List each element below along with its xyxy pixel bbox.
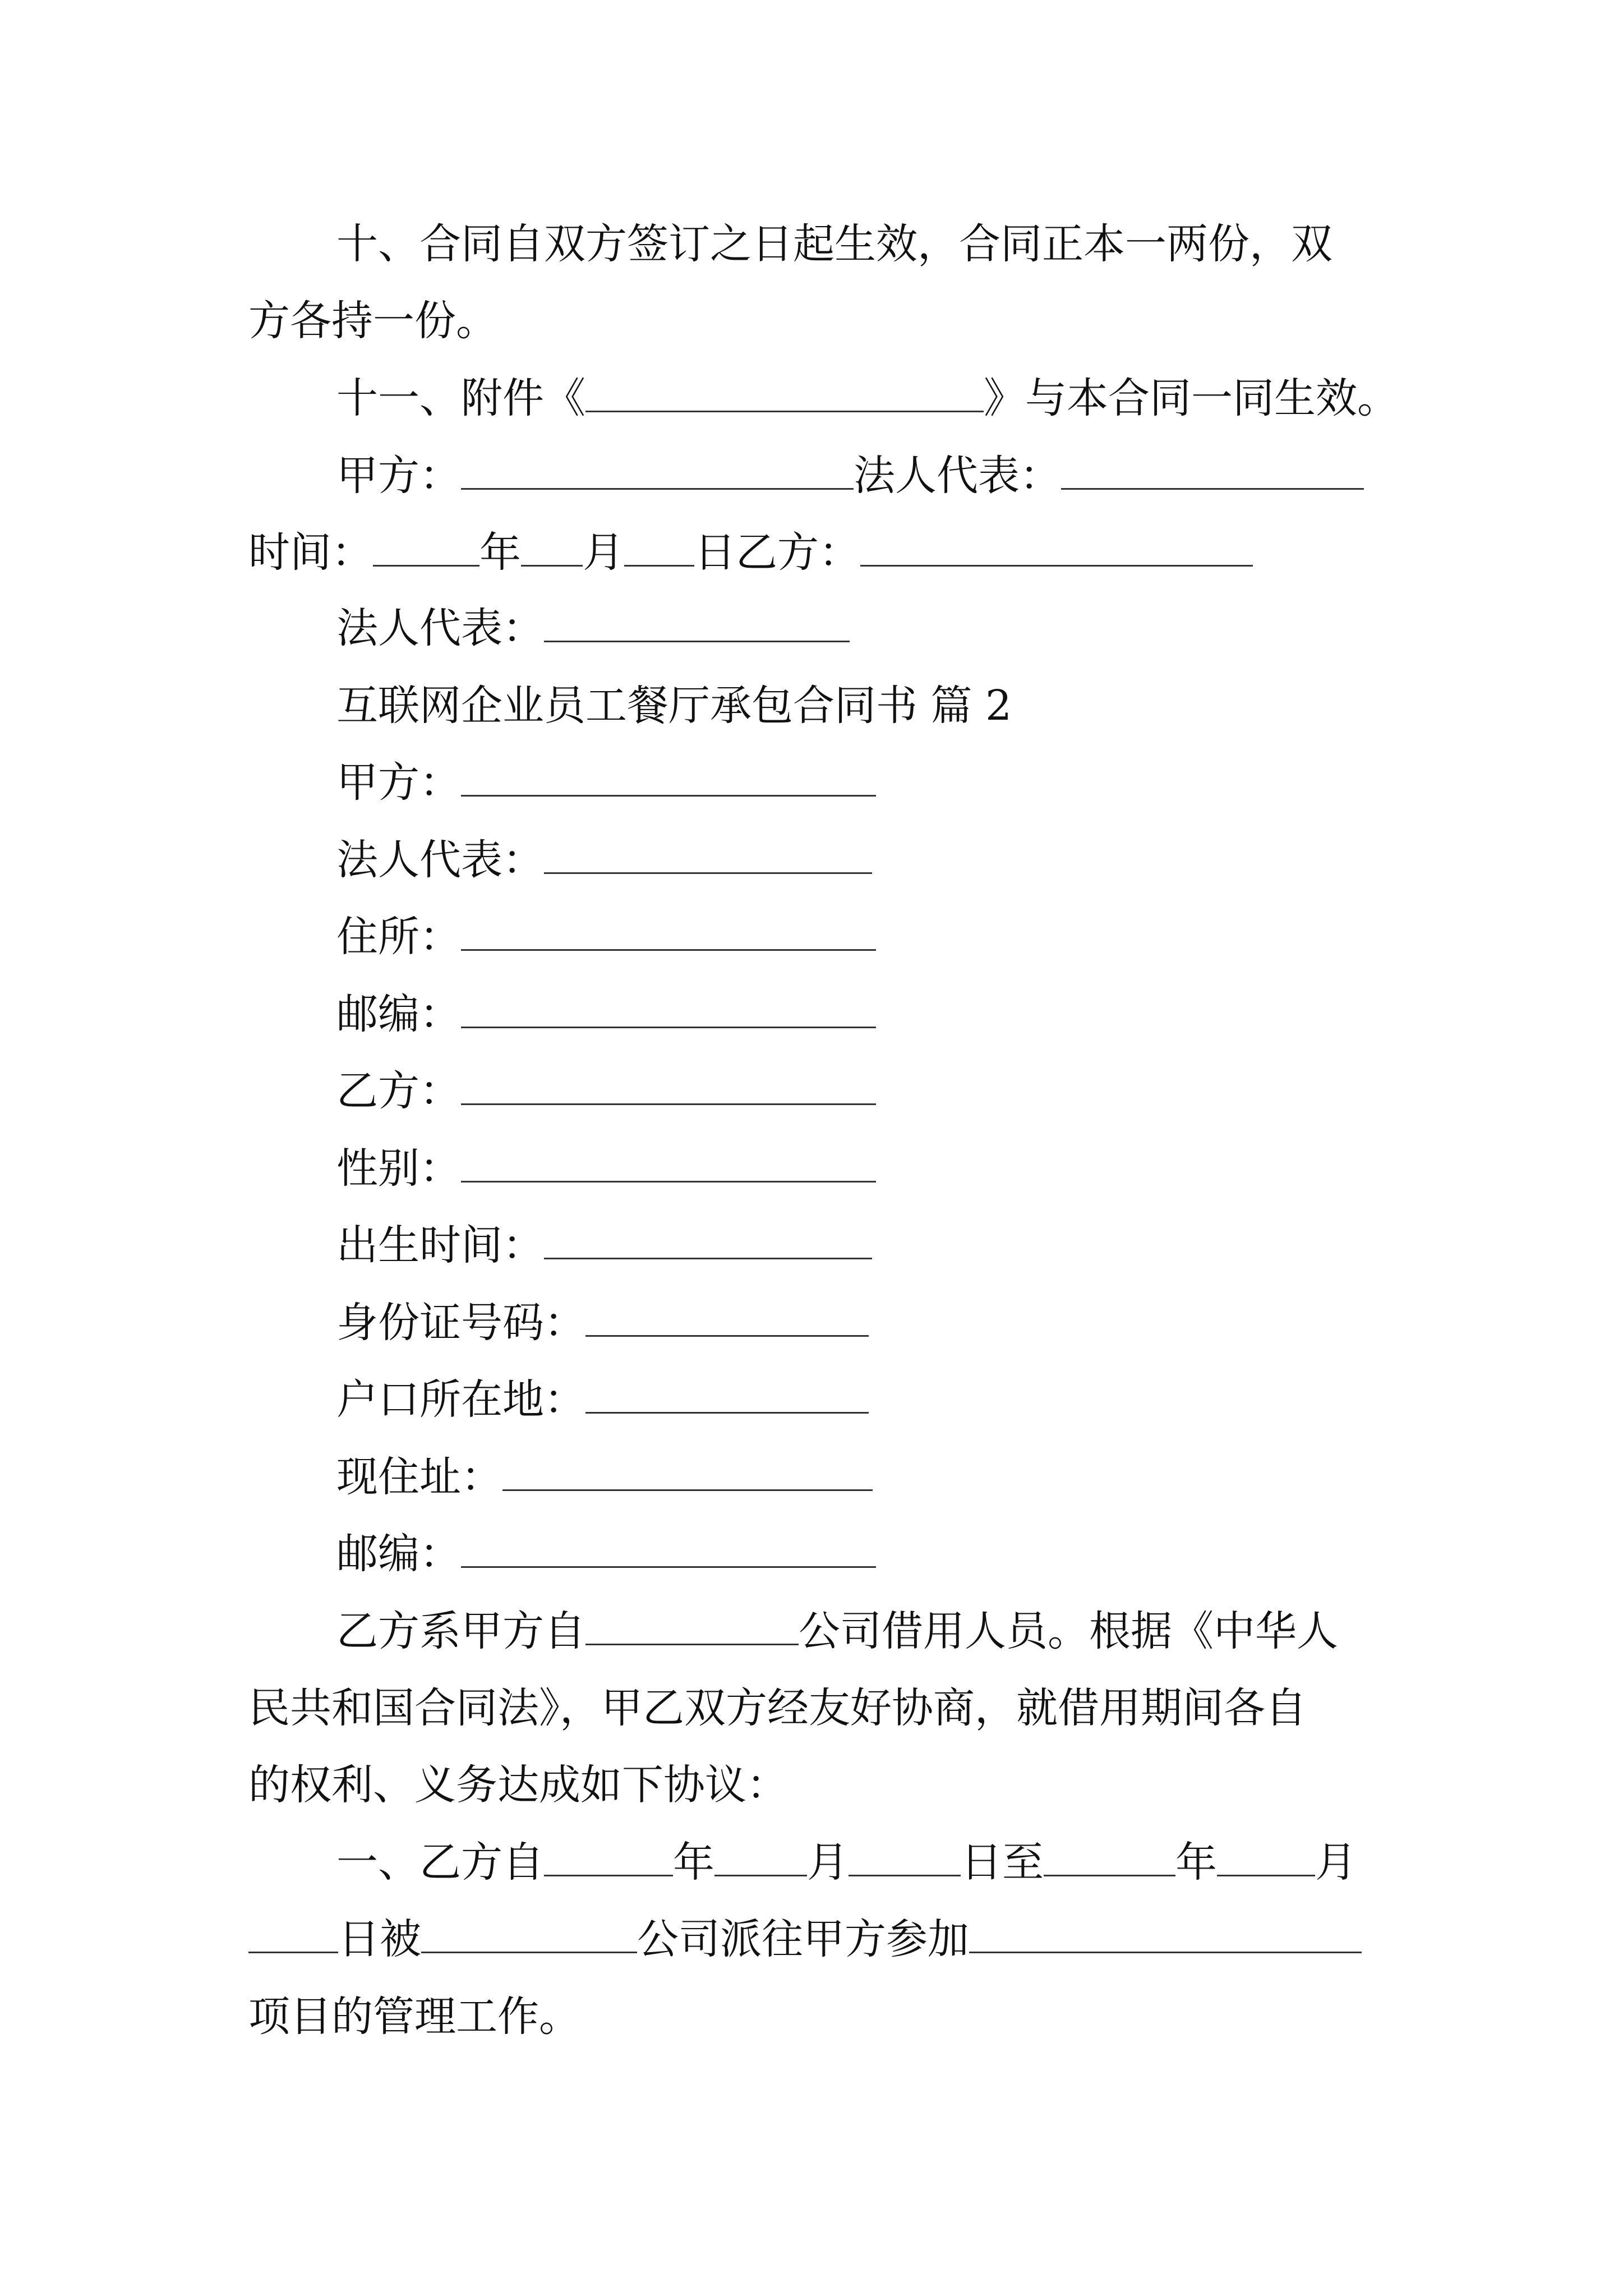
year-blank[interactable]	[373, 529, 479, 567]
start-month-blank[interactable]	[714, 1839, 807, 1876]
legal-rep-blank[interactable]	[1061, 452, 1364, 490]
item-text: 一、乙方自	[336, 1838, 544, 1887]
paragraph-1-line-1	[336, 1603, 1338, 1659]
field-blank[interactable]	[544, 836, 872, 874]
paragraph-text: 乙方系甲方自	[336, 1607, 585, 1655]
field-postcode	[336, 986, 876, 1042]
section-title-text: 互联网企业员工餐厅承包合同书 篇 2	[336, 682, 1012, 730]
item-1-line-1	[336, 1834, 1357, 1890]
party-b-label: 乙方：	[736, 528, 860, 577]
day-blank[interactable]	[624, 529, 694, 567]
field-label: 住所：	[336, 913, 461, 961]
field-label: 法人代表：	[336, 836, 544, 884]
field-label: 邮编：	[336, 1530, 461, 1578]
item-text: 公司派往甲方参加	[637, 1915, 969, 1963]
end-year-blank[interactable]	[1044, 1839, 1175, 1876]
year-label: 年	[1175, 1838, 1217, 1887]
legal-rep-label: 法人代表：	[854, 452, 1061, 500]
field-address	[336, 909, 876, 965]
field-label: 现住址：	[336, 1453, 502, 1501]
field-legal-rep	[336, 832, 872, 888]
paragraph-1-line-2	[248, 1680, 1307, 1736]
field-blank[interactable]	[461, 1145, 876, 1182]
company-blank-2[interactable]	[421, 1916, 637, 1953]
field-birth-date	[336, 1217, 872, 1273]
year-label: 年	[479, 528, 521, 577]
end-day-blank[interactable]	[248, 1916, 338, 1953]
field-label: 身份证号码：	[336, 1299, 585, 1347]
signature-line-2	[248, 524, 1253, 581]
day-by-label: 日被	[338, 1915, 421, 1963]
item-1-line-3	[248, 1989, 580, 2045]
field-blank[interactable]	[585, 1376, 869, 1414]
field-current-address	[336, 1449, 873, 1505]
end-month-blank[interactable]	[1217, 1839, 1315, 1876]
legal-rep-2-label: 法人代表：	[336, 604, 544, 652]
time-label: 时间：	[248, 528, 373, 577]
clause-11	[336, 370, 1399, 426]
paragraph-text: 公司借用人员。根据《中华人	[799, 1607, 1338, 1655]
month-blank[interactable]	[521, 529, 583, 567]
paragraph-1-line-3	[248, 1757, 788, 1813]
item-1-line-2	[248, 1911, 1362, 1967]
field-blank[interactable]	[544, 1222, 872, 1259]
field-blank[interactable]	[461, 759, 876, 797]
clause-10-text-cont: 方各持一份。	[248, 297, 497, 345]
field-label: 邮编：	[336, 990, 461, 1038]
field-blank[interactable]	[585, 1299, 869, 1337]
signature-line-1	[336, 448, 1364, 504]
day-label: 日	[694, 528, 736, 577]
party-b-blank[interactable]	[860, 529, 1253, 567]
field-blank[interactable]	[461, 913, 876, 951]
party-a-blank[interactable]	[461, 452, 854, 490]
attachment-name-blank[interactable]	[585, 375, 984, 412]
month-label: 月	[583, 528, 624, 577]
signature-line-3	[336, 600, 850, 656]
clause-11-prefix: 十一、附件《	[336, 374, 585, 422]
month-label: 月	[1315, 1838, 1357, 1887]
field-label: 乙方：	[336, 1067, 461, 1115]
project-blank[interactable]	[969, 1916, 1362, 1953]
item-text: 项目的管理工作。	[248, 1993, 580, 2041]
start-day-blank[interactable]	[849, 1839, 961, 1876]
start-year-blank[interactable]	[544, 1839, 673, 1876]
day-to-label: 日至	[961, 1838, 1044, 1887]
section-2-title	[336, 678, 1012, 734]
field-label: 户口所在地：	[336, 1375, 585, 1424]
field-household-registration	[336, 1372, 869, 1428]
field-blank[interactable]	[461, 1530, 876, 1568]
field-party-b	[336, 1063, 876, 1119]
party-a-label: 甲方：	[336, 452, 461, 500]
legal-rep-2-blank[interactable]	[544, 605, 850, 642]
clause-10-text: 十、合同自双方签订之日起生效，合同正本一两份，双	[336, 220, 1332, 268]
paragraph-text: 的权利、义务达成如下协议：	[248, 1761, 788, 1809]
field-label: 甲方：	[336, 758, 461, 807]
month-label: 月	[807, 1838, 849, 1887]
field-label: 出生时间：	[336, 1221, 544, 1269]
field-blank[interactable]	[502, 1453, 873, 1491]
paragraph-text: 民共和国合同法》，甲乙双方经友好协商，就借用期间各自	[248, 1684, 1307, 1732]
clause-11-suffix: 》与本合同一同生效。	[984, 374, 1399, 422]
field-party-a	[336, 754, 876, 811]
clause-10-line-2	[248, 293, 497, 349]
field-postcode-2	[336, 1526, 876, 1582]
year-label: 年	[673, 1838, 714, 1887]
company-blank[interactable]	[585, 1608, 799, 1645]
field-blank[interactable]	[461, 1068, 876, 1105]
field-blank[interactable]	[461, 991, 876, 1028]
field-gender	[336, 1140, 876, 1197]
field-label: 性别：	[336, 1144, 461, 1193]
field-id-number	[336, 1295, 869, 1351]
clause-10-line-1	[336, 216, 1332, 272]
